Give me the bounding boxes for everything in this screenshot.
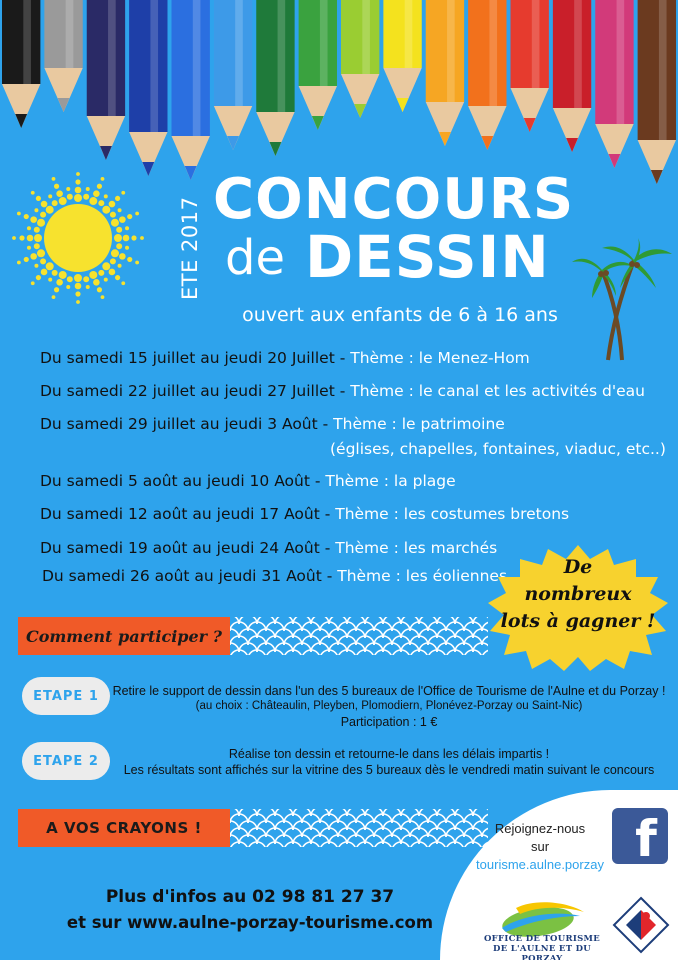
pencil — [638, 0, 676, 184]
france-tourism-logo — [612, 896, 670, 954]
schedule-item: Du samedi 29 juillet au jeudi 3 Août - Thème : le patrimoine — [40, 415, 505, 433]
pencil — [553, 0, 591, 152]
phone-line: Plus d'infos au 02 98 81 27 37 — [105, 887, 395, 907]
pencil — [341, 0, 379, 118]
pencil — [256, 0, 294, 156]
schedule-item: Du samedi 5 août au jeudi 10 Août - Thème : la plage — [40, 472, 456, 490]
schedule-item: Du samedi 12 août au jeudi 17 Août - Thème : les costumes bretons — [40, 505, 570, 523]
step-1-text — [108, 683, 670, 730]
schedule-item-extra: (églises, chapelles, fontaines, viaduc, etc..) — [330, 440, 666, 458]
pencil — [299, 0, 337, 130]
prize-line: De — [563, 556, 593, 578]
step-line: Retire le support de dessin dans l'un des 5 bureaux de l'Office de Tourisme de l'Aulne et du Porzay ! — [112, 684, 666, 698]
sun-icon — [8, 168, 148, 308]
age-subtitle: ouvert aux enfants de 6 à 16 ans — [242, 304, 558, 326]
pencil — [87, 0, 125, 160]
pencil — [172, 0, 210, 180]
contact-info — [40, 884, 460, 936]
step-line: Les résultats sont affichés sur la vitrine des 5 bureaux dès le vendredi matin suivant le concours — [123, 763, 655, 777]
schedule-item: Du samedi 19 août au jeudi 24 Août - Thème : les marchés — [40, 539, 498, 557]
step-line: (au choix : Châteaulin, Pleyben, Plomodiern, Plonévez-Porzay ou Saint-Nic) — [195, 700, 583, 712]
facebook-icon[interactable] — [612, 808, 668, 868]
office-line: OFFICE DE TOURISME — [483, 934, 601, 944]
wave-pattern — [230, 617, 488, 655]
how-to-participate-label: Comment participer ? — [18, 617, 230, 655]
how-to-participate-banner — [18, 617, 488, 655]
pencil — [511, 0, 549, 132]
facebook-handle-link[interactable]: tourisme.aulne.porzay — [476, 857, 604, 872]
pencil — [468, 0, 506, 150]
prize-line: nombreux — [524, 583, 632, 605]
step-2-text — [108, 746, 670, 778]
social-line: sur — [530, 839, 550, 854]
year-label: ETE 2017 — [178, 196, 202, 300]
title-de: de — [225, 230, 285, 286]
pencil — [214, 0, 252, 150]
title-dessin: DESSIN — [305, 223, 550, 291]
pencil — [383, 0, 421, 112]
step-line: Participation : 1 € — [340, 715, 438, 729]
facebook-glyph: f — [635, 810, 657, 868]
pencil — [595, 0, 633, 168]
office-line: DE L'AULNE ET DU PORZAY — [493, 944, 591, 960]
palm-trees-icon — [572, 238, 676, 362]
pencil — [426, 0, 464, 146]
social-line: Rejoignez-nous — [494, 821, 586, 836]
schedule-item: Du samedi 22 juillet au jeudi 27 Juillet - Thème : le canal et les activités d'eau — [40, 382, 645, 400]
prize-line: lots à gagner ! — [500, 610, 656, 632]
social-callout — [470, 820, 610, 874]
step-1-badge: ETAPE 1 — [22, 677, 110, 715]
title-concours: CONCOURS — [213, 167, 575, 232]
step-2-badge: ETAPE 2 — [22, 742, 110, 780]
schedule-item: Du samedi 26 août au jeudi 31 Août - Thème : les éoliennes — [42, 567, 508, 585]
prize-text — [486, 554, 670, 635]
schedule-item: Du samedi 15 juillet au jeudi 20 Juillet - Thème : le Menez-Hom — [40, 349, 530, 367]
wave-pattern — [230, 809, 488, 847]
tourism-office-name — [472, 934, 612, 960]
website-link[interactable]: et sur www.aulne-porzay-tourisme.com — [66, 913, 434, 932]
crayons-label: A VOS CRAYONS ! — [18, 809, 230, 847]
step-line: Réalise ton dessin et retourne-le dans les délais impartis ! — [228, 747, 550, 761]
pencil — [44, 0, 82, 112]
pencil — [2, 0, 40, 128]
crayons-banner — [18, 809, 488, 847]
pencil — [129, 0, 167, 176]
